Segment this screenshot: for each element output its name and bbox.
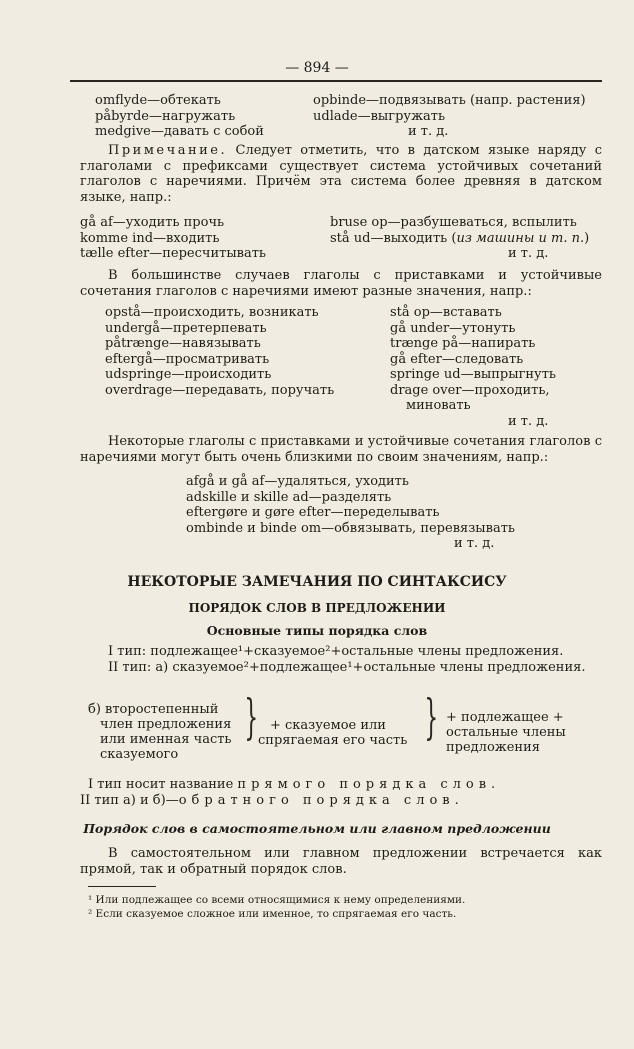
example-line: и т. д. (508, 413, 549, 429)
type-2b-col1: б) второстепенный член предложения или именная часть сказуемого (88, 702, 232, 762)
footnote-1: ¹ Или подлежащее со всеми относящимися к нему определениями. (88, 894, 466, 906)
similar-examples (186, 474, 515, 552)
page-number: — 894 — (285, 60, 349, 76)
right-brace-icon: } (424, 689, 439, 745)
right-brace-icon: } (244, 689, 259, 745)
heading-types: Основные типы порядка слов (206, 623, 428, 638)
inverse-order-term: обратного порядка слов. (178, 793, 464, 808)
type-2b-col2: + сказуемое или спрягаемая его часть (258, 718, 408, 748)
meaning-examples-left (105, 305, 334, 398)
adverb-examples-right (330, 215, 589, 262)
example-line: adskille и skille ad—разделять (186, 489, 392, 505)
example-line: medgive—давать с собой (95, 124, 264, 139)
example-line: stå ud—выходить (из машины и т. п.) (330, 230, 590, 246)
example-line: bruse op—разбушеваться, вспылить (330, 215, 577, 230)
direct-order-term: прямого порядка слов. (237, 777, 501, 792)
example-line: komme ind—входить (80, 230, 220, 246)
adverb-examples-left (80, 215, 266, 262)
example-line: gå af—уходить прочь (80, 215, 225, 230)
example-line: и т. д. (454, 536, 495, 551)
example-line: overdrage—передавать, поручать (105, 382, 335, 398)
footnote-2: ² Если сказуемое сложное или именное, то спрягаемая его часть. (88, 908, 457, 920)
note-text: Следует отметить, что в датском языке наряду с глаголами с префиксами существует система устойчивых сочетаний глаголов с наречиями. Причём эта система более древняя в датском языке, напр.: (80, 143, 603, 205)
example-line: и т. д. (408, 124, 449, 139)
example-line: opbinde—подвязывать (напр. растения) (313, 93, 586, 108)
prefix-examples-right (313, 93, 586, 140)
type-2b-col3: + подлежащее + остальные члены предложения (446, 710, 566, 755)
example-line: påtrænge—навязывать (105, 336, 261, 351)
direct-order-line: I тип носит название прямого порядка слов. (88, 777, 501, 792)
example-line: trænge på—напирать (390, 336, 536, 351)
example-line: tælle efter—пересчитывать (80, 246, 267, 261)
example-line: миновать (406, 398, 471, 413)
header-rule (70, 80, 602, 82)
example-line: eftergå—просматривать (105, 351, 270, 367)
example-line: afgå и gå af—удаляться, уходить (186, 474, 409, 489)
example-line: opstå—происходить, возникать (105, 305, 319, 320)
footnote-rule (88, 886, 156, 887)
example-line: gå under—утонуть (390, 320, 516, 336)
example-line: påbyrde—нагружать (95, 108, 236, 124)
heading-syntax: НЕКОТОРЫЕ ЗАМЕЧАНИЯ ПО СИНТАКСИСУ (127, 574, 507, 590)
example-line: springe ud—выпрыгнуть (390, 367, 556, 382)
main-clause-paragraph: В самостоятельном или главном предложении встречается как прямой, так и обратный порядок слов. (80, 846, 602, 877)
type-1-line: I тип: подлежащее¹+сказуемое²+остальные члены предложения. (108, 644, 564, 659)
example-line: gå efter—следовать (390, 351, 524, 367)
prefix-examples-left (95, 93, 264, 140)
type-2a-line: II тип: а) сказуемое²+подлежащее¹+остальные члены предложения. (108, 659, 586, 675)
note-paragraph (80, 143, 602, 205)
example-line: eftergøre и gøre efter—переделывать (186, 505, 440, 520)
example-line: drage over—проходить, (390, 382, 550, 398)
example-line: undergå—претерпевать (105, 320, 267, 336)
italic-note: из машины и т. п. (456, 230, 585, 246)
meaning-examples-right (390, 305, 556, 429)
inverse-order-line: II тип а) и б)—обратного порядка слов. (80, 793, 464, 808)
example-line: omflyde—обтекать (95, 93, 221, 108)
meaning-intro-paragraph: В большинстве случаев глаголы с приставками и устойчивые сочетания глаголов с наречиями имеют разные значения, напр.: (80, 268, 602, 299)
heading-main-clause: Порядок слов в самостоятельном или главном предложении (83, 821, 551, 836)
note-label: Примечание. (108, 143, 228, 158)
example-line: udspringe—происходить (105, 367, 272, 382)
example-line: ombinde и binde om—обвязывать, перевязывать (186, 520, 515, 536)
word-order-types (80, 644, 602, 675)
example-line: udlade—выгружать (313, 108, 446, 124)
example-line: и т. д. (508, 246, 549, 261)
heading-word-order: ПОРЯДОК СЛОВ В ПРЕДЛОЖЕНИИ (188, 601, 446, 615)
example-line: stå op—вставать (390, 305, 502, 320)
similar-intro-paragraph: Некоторые глаголы с приставками и устойчивые сочетания глаголов с наречиями могут быть очень близкими по своим значениям, напр.: (80, 434, 602, 465)
